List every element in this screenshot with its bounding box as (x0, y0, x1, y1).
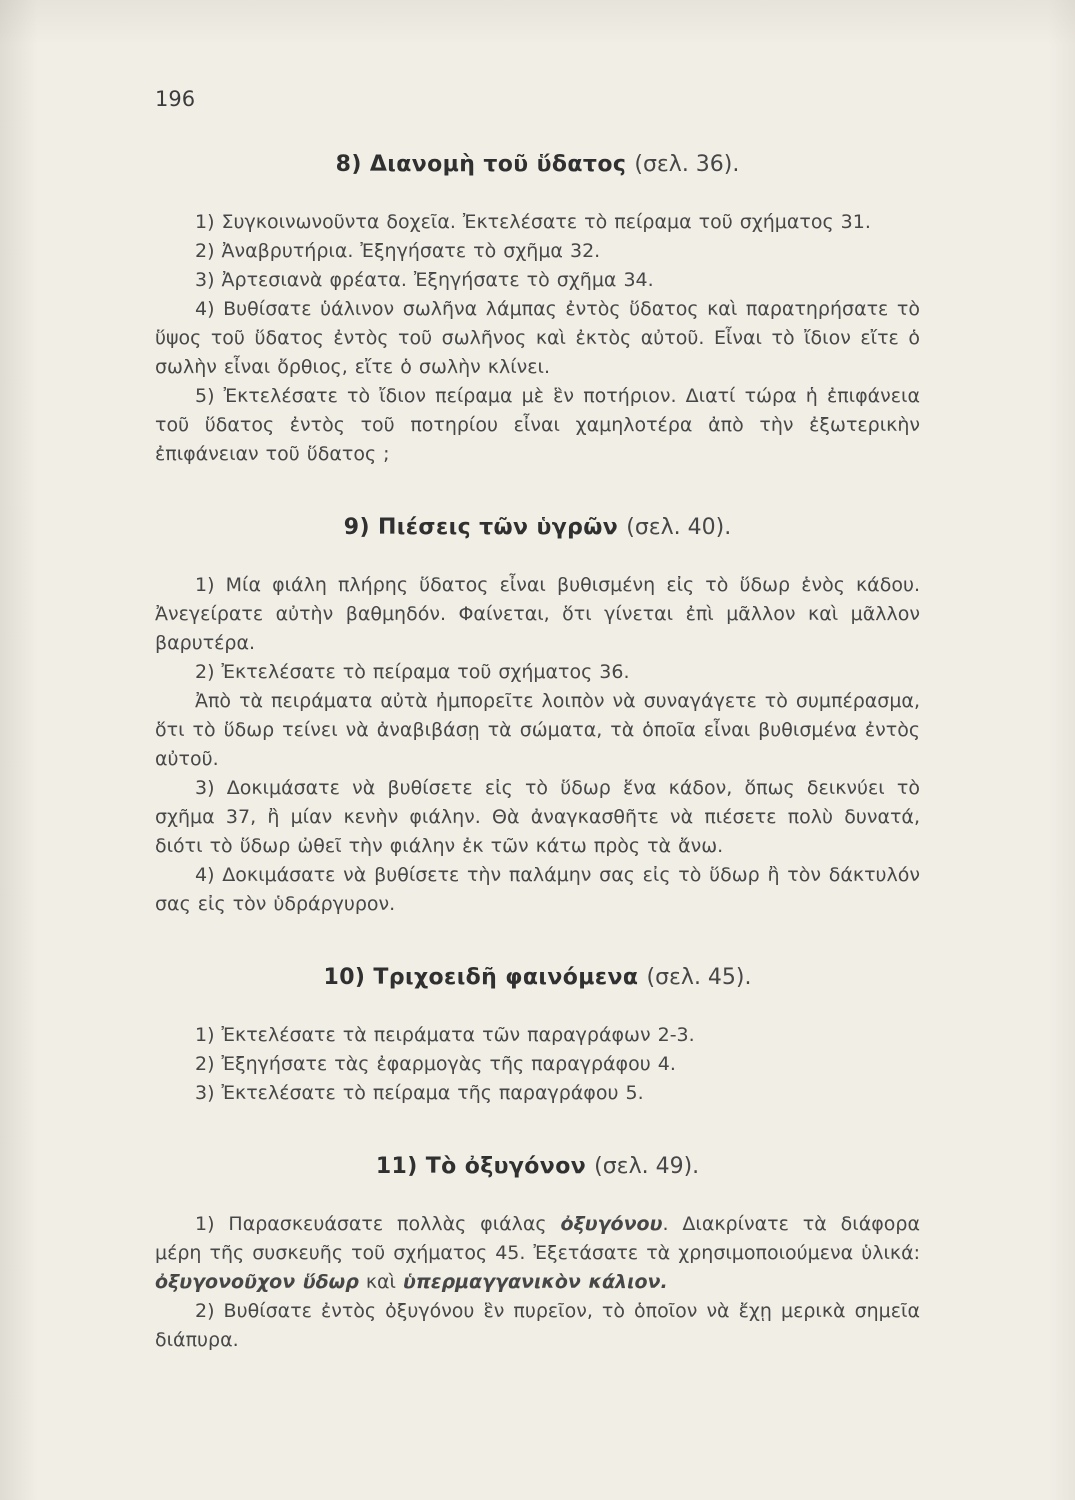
text-run: . Διακρίνατε τὰ διάφορα μέρη τῆς συσκευῆς τοῦ σχήματος 45. Ἐξετάσατε τὰ χρησιμοποιούμενα ὑλικά: (155, 1213, 920, 1264)
section-liquid-pressures (155, 513, 920, 919)
section-heading (155, 150, 920, 180)
paragraph: 4) Δοκιμάσατε νὰ βυθίσετε τὴν παλάμην σας εἰς τὸ ὕδωρ ἢ τὸν δάκτυλόν σας εἰς τὸν ὑδράργυρον. (155, 864, 920, 915)
text-run: 1) Παρασκευάσατε πολλὰς φιάλας (195, 1213, 561, 1235)
paragraph: 5) Ἐκτελέσατε τὸ ἴδιον πείραμα μὲ ἓν ποτήριον. Διατί τώρα ἡ ἐπιφάνεια τοῦ ὕδατος ἐντὸς τοῦ ποτηρίου εἶναι χαμηλοτέρα ἀπὸ τὴν ἐξωτερικὴν ἐπιφάνειαν τοῦ ὕδατος ; (155, 385, 920, 465)
paragraph: 3) Ἀρτεσιανὰ φρέατα. Ἐξηγήσατε τὸ σχῆμα 34. (195, 269, 654, 291)
section-heading (155, 513, 920, 543)
paragraph: 2) Βυθίσατε ἐντὸς ὀξυγόνου ἓν πυρεῖον, τὸ ὁποῖον νὰ ἔχῃ μερικὰ σημεῖα διάπυρα. (155, 1300, 920, 1351)
text-run-emphasis: ὀξυγόνου (560, 1213, 663, 1235)
section-page-ref: (σελ. 40). (626, 515, 732, 540)
paragraph: 2) Ἐκτελέσατε τὸ πείραμα τοῦ σχήματος 36. (195, 661, 630, 683)
paragraph: 1) Συγκοινωνοῦντα δοχεῖα. Ἐκτελέσατε τὸ πείραμα τοῦ σχήματος 31. (195, 211, 871, 233)
page-number: 196 (155, 87, 196, 111)
paragraph: 2) Ἀναβρυτήρια. Ἐξηγήσατε τὸ σχῆμα 32. (195, 240, 601, 262)
section-title: 9) Πιέσεις τῶν ὑγρῶν (343, 515, 619, 540)
section-title: 11) Τὸ ὀξυγόνον (375, 1154, 587, 1179)
section-page-ref: (σελ. 45). (646, 965, 752, 990)
section-water-distribution (155, 150, 920, 469)
paragraph: 3) Δοκιμάσατε νὰ βυθίσετε εἰς τὸ ὕδωρ ἕνα κάδον, ὅπως δεικνύει τὸ σχῆμα 37, ἢ μίαν κενὴν φιάλην. Θὰ ἀναγκασθῆτε νὰ πιέσετε πολὺ δυνατά, διότι τὸ ὕδωρ ὠθεῖ τὴν φιάλην ἐκ τῶν κάτω πρὸς τὰ ἄνω. (155, 777, 920, 857)
paragraph: 2) Ἐξηγήσατε τὰς ἐφαρμογὰς τῆς παραγράφου 4. (195, 1053, 676, 1075)
paragraph: 1) Ἐκτελέσατε τὰ πειράματα τῶν παραγράφων 2-3. (195, 1024, 695, 1046)
paragraph (155, 1210, 920, 1297)
section-page-ref: (σελ. 36). (634, 152, 740, 177)
paragraph: 1) Μία φιάλη πλήρης ὕδατος εἶναι βυθισμένη εἰς τὸ ὕδωρ ἑνὸς κάδου. Ἀνεγείρατε αὐτὴν βαθμηδόν. Φαίνεται, ὅτι γίνεται ἐπὶ μᾶλλον καὶ μᾶλλον βαρυτέρα. (155, 574, 920, 654)
text-run-emphasis: ὀξυγονοῦχον ὕδωρ (155, 1271, 359, 1293)
section-heading (155, 963, 920, 993)
section-oxygen (155, 1152, 920, 1355)
paragraph: Ἀπὸ τὰ πειράματα αὐτὰ ἠμπορεῖτε λοιπὸν νὰ συναγάγετε τὸ συμπέρασμα, ὅτι τὸ ὕδωρ τείνει νὰ ἀναβιβάσῃ τὰ σώματα, τὰ ὁποῖα εἶναι βυθισμένα ἐντὸς αὐτοῦ. (155, 690, 920, 770)
section-page-ref: (σελ. 49). (594, 1154, 700, 1179)
paragraph: 4) Βυθίσατε ὑάλινον σωλῆνα λάμπας ἐντὸς ὕδατος καὶ παρατηρήσατε τὸ ὕψος τοῦ ὕδατος ἐντὸς τοῦ σωλῆνος καὶ ἐκτὸς αὐτοῦ. Εἶναι τὸ ἴδιον εἴτε ὁ σωλὴν εἶναι ὄρθιος, εἴτε ὁ σωλὴν κλίνει. (155, 298, 920, 378)
text-run-emphasis: ὑπερμαγγανικὸν κάλιον. (403, 1271, 668, 1293)
paragraph: 3) Ἐκτελέσατε τὸ πείραμα τῆς παραγράφου 5. (195, 1082, 644, 1104)
section-title: 10) Τριχοειδῆ φαινόμενα (323, 965, 639, 990)
section-title: 8) Διανομὴ τοῦ ὕδατος (335, 152, 627, 177)
section-capillary-phenomena (155, 963, 920, 1108)
text-run: καὶ (358, 1271, 404, 1293)
section-heading (155, 1152, 920, 1182)
